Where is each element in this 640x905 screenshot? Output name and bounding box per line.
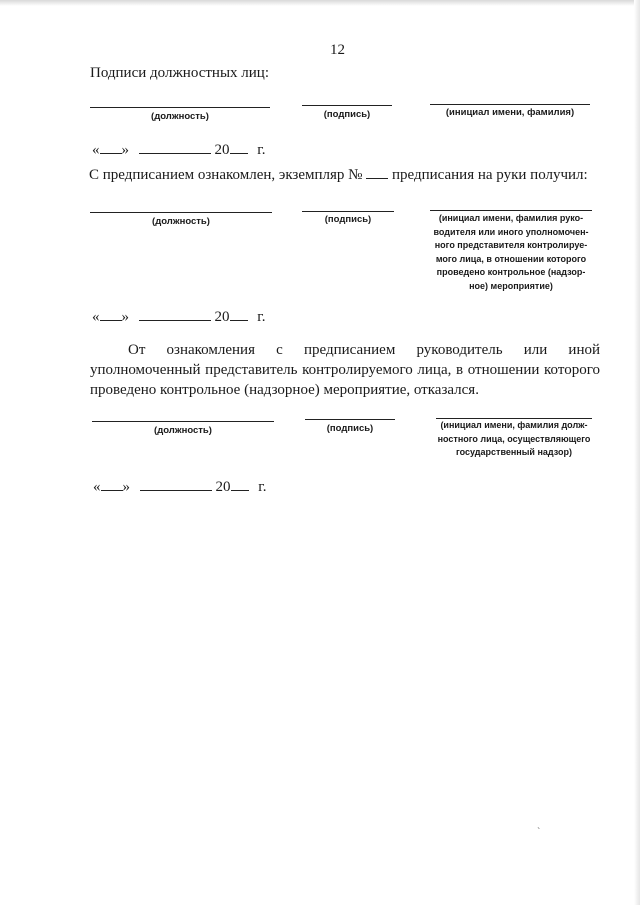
position-line <box>90 107 270 108</box>
acknowledgement-statement <box>89 166 599 184</box>
day-blank <box>100 141 122 154</box>
name-caption <box>432 419 596 460</box>
year-suffix: г. <box>257 309 266 325</box>
open-quote: « <box>92 309 100 325</box>
year-suffix: г. <box>257 142 266 158</box>
name-line <box>430 210 592 211</box>
date-line-2 <box>92 308 265 326</box>
margin-mark: ` <box>537 827 541 838</box>
day-blank <box>100 308 122 321</box>
signature-caption: (подпись) <box>326 423 374 434</box>
statement-after-number: предписания на руки получил: <box>391 167 588 183</box>
refusal-paragraph <box>90 340 600 400</box>
page-number: 12 <box>330 42 345 58</box>
name-caption-line: ного представителя контролируе- <box>434 240 588 250</box>
day-blank <box>101 478 123 491</box>
year-prefix: 20 <box>214 142 230 158</box>
position-caption: (должность) <box>154 425 212 436</box>
close-quote: » <box>121 309 129 325</box>
name-caption-line: (инициал имени, фамилия руко- <box>438 213 584 223</box>
name-caption-line: мого лица, в отношении которого <box>435 253 587 264</box>
name-caption-line: ностного лица, осуществляющего <box>437 433 591 444</box>
refusal-text: От ознакомления с предписанием руководитель или иной уполномоченный представитель контролируемого лица, в отношении которого проведено контрольное (надзорное) мероприятие, отказался. <box>90 342 600 398</box>
position-line <box>90 212 272 213</box>
signature-line <box>302 211 394 212</box>
position-caption: (должность) <box>152 216 210 227</box>
year-suffix: г. <box>258 479 267 495</box>
name-caption <box>428 212 594 293</box>
signature-caption: (подпись) <box>324 214 372 225</box>
close-quote: » <box>121 142 129 158</box>
open-quote: « <box>92 142 100 158</box>
date-line-1 <box>92 141 265 159</box>
name-caption: (инициал имени, фамилия) <box>445 107 575 118</box>
position-caption: (должность) <box>151 111 209 122</box>
month-blank <box>140 478 212 491</box>
page-edge-right <box>634 0 640 905</box>
year-prefix: 20 <box>214 309 230 325</box>
year-blank <box>231 478 249 491</box>
signature-line <box>302 105 392 106</box>
date-line-3 <box>93 478 266 496</box>
name-caption-line: водителя или иного уполномочен- <box>433 226 589 237</box>
year-prefix: 20 <box>215 479 231 495</box>
signature-line <box>305 419 395 420</box>
signature-caption: (подпись) <box>323 109 371 120</box>
position-line <box>92 421 274 422</box>
page-edge-top <box>0 0 640 6</box>
month-blank <box>139 308 211 321</box>
open-quote: « <box>93 479 101 495</box>
name-caption-line: государственный надзор) <box>456 447 572 457</box>
name-caption-line: (инициал имени, фамилия долж- <box>440 420 588 430</box>
year-blank <box>230 308 248 321</box>
signatures-heading: Подписи должностных лиц: <box>90 65 269 81</box>
name-caption-line: проведено контрольное (надзор- <box>436 267 586 277</box>
name-caption-line: ное) мероприятие) <box>469 280 553 291</box>
statement-before-number: С предписанием ознакомлен, экземпляр № <box>89 167 363 183</box>
copy-number-blank <box>366 166 388 179</box>
name-line <box>430 104 590 105</box>
year-blank <box>230 141 248 154</box>
month-blank <box>139 141 211 154</box>
close-quote: » <box>122 479 130 495</box>
